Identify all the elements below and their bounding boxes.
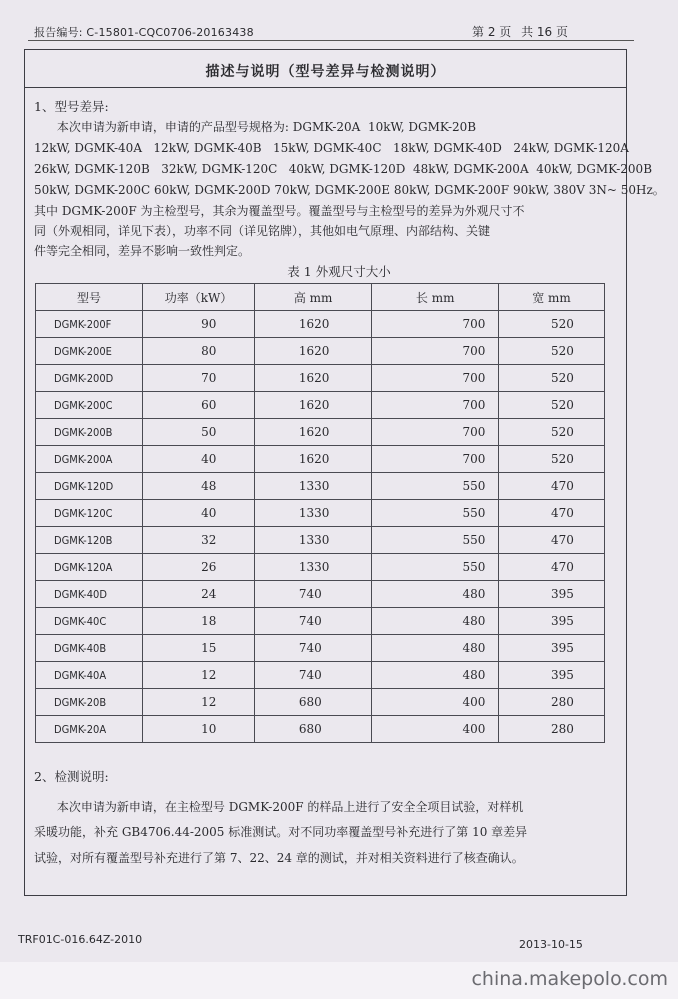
section-1-line: 件等完全相同，差异不影响一致性判定。 [34, 244, 251, 258]
section-1-line: 其中 DGMK-200F 为主检型号，其余为覆盖型号。覆盖型号与主检型号的差异为外观尺寸不 [34, 204, 525, 218]
cell-model: DGMK-200B [36, 419, 143, 446]
section-2-line: 本次申请为新申请，在主检型号 DGMK-200F 的样品上进行了安全全项目试验，对样机 [34, 800, 524, 814]
cell-power: 12 [143, 662, 255, 689]
cell-length: 700 [372, 446, 499, 473]
cell-power: 90 [143, 311, 255, 338]
cell-height: 1330 [254, 473, 372, 500]
cell-length: 700 [372, 392, 499, 419]
table-header-row [36, 284, 605, 311]
cell-power: 80 [143, 338, 255, 365]
cell-length: 700 [372, 419, 499, 446]
cell-power: 26 [143, 554, 255, 581]
table-row [36, 635, 605, 662]
cell-length: 550 [372, 500, 499, 527]
report-number: 报告编号: C-15801-CQC0706-20163438 [34, 26, 254, 39]
cell-width: 520 [499, 392, 605, 419]
cell-model: DGMK-40D [36, 581, 143, 608]
page-indicator [472, 23, 574, 40]
cell-width: 520 [499, 365, 605, 392]
cell-height: 1620 [254, 419, 372, 446]
cell-length: 400 [372, 716, 499, 743]
cell-model: DGMK-120D [36, 473, 143, 500]
section-2-line: 采暖功能，补充 GB4706.44-2005 标准测试。对不同功率覆盖型号补充进行了第 10 章差异 [34, 825, 528, 839]
cell-height: 740 [254, 662, 372, 689]
cell-length: 480 [372, 608, 499, 635]
cell-height: 1620 [254, 392, 372, 419]
cell-width: 520 [499, 311, 605, 338]
cell-width: 470 [499, 473, 605, 500]
cell-model: DGMK-200E [36, 338, 143, 365]
cell-model: DGMK-40C [36, 608, 143, 635]
table-row [36, 716, 605, 743]
cell-power: 15 [143, 635, 255, 662]
cell-width: 280 [499, 689, 605, 716]
cell-length: 480 [372, 581, 499, 608]
table-row [36, 554, 605, 581]
cell-height: 740 [254, 581, 372, 608]
cell-power: 12 [143, 689, 255, 716]
table-row [36, 527, 605, 554]
cell-height: 1330 [254, 527, 372, 554]
cell-width: 470 [499, 527, 605, 554]
table-row [36, 338, 605, 365]
cell-model: DGMK-200D [36, 365, 143, 392]
cell-length: 400 [372, 689, 499, 716]
cell-height: 1620 [254, 446, 372, 473]
cell-model: DGMK-20A [36, 716, 143, 743]
dimension-table [35, 283, 605, 743]
cell-model: DGMK-200C [36, 392, 143, 419]
cell-height: 740 [254, 635, 372, 662]
cell-length: 480 [372, 662, 499, 689]
cell-width: 520 [499, 338, 605, 365]
page-total: 共 16 页 [521, 25, 568, 39]
cell-power: 60 [143, 392, 255, 419]
cell-model: DGMK-120C [36, 500, 143, 527]
table-row [36, 689, 605, 716]
header-length: 长 mm [372, 284, 499, 311]
section-1-line: 50kW, DGMK-200C 60kW, DGMK-200D 70kW, DGMK-200E 80kW, DGMK-200F 90kW, 380V 3N~ 50Hz。 [34, 183, 665, 197]
cell-power: 24 [143, 581, 255, 608]
cell-model: DGMK-40B [36, 635, 143, 662]
watermark-text: china.makepolo.com [471, 968, 668, 990]
cell-length: 550 [372, 473, 499, 500]
table-row [36, 446, 605, 473]
cell-power: 70 [143, 365, 255, 392]
cell-power: 40 [143, 446, 255, 473]
cell-length: 700 [372, 365, 499, 392]
cell-power: 32 [143, 527, 255, 554]
cell-height: 680 [254, 716, 372, 743]
section-1-heading: 1、型号差异: [34, 99, 109, 114]
cell-model: DGMK-120B [36, 527, 143, 554]
cell-length: 550 [372, 554, 499, 581]
section-2-heading: 2、检测说明: [34, 769, 109, 784]
header-model: 型号 [36, 284, 143, 311]
header-width: 宽 mm [499, 284, 605, 311]
cell-width: 395 [499, 662, 605, 689]
cell-height: 1330 [254, 500, 372, 527]
table-row [36, 500, 605, 527]
table-body [36, 311, 605, 743]
cell-width: 470 [499, 500, 605, 527]
cell-height: 740 [254, 608, 372, 635]
form-number: TRF01C-016.64Z-2010 [18, 933, 143, 946]
section-1-line: 12kW, DGMK-40A 12kW, DGMK-40B 15kW, DGMK-40C 18kW, DGMK-40D 24kW, DGMK-120A [34, 141, 629, 155]
section-1-line: 同（外观相同，详见下表），功率不同（详见铭牌），其他如电气原理、内部结构、关键 [34, 224, 491, 238]
table-row [36, 365, 605, 392]
title-row [24, 49, 627, 88]
cell-model: DGMK-120A [36, 554, 143, 581]
watermark-bar [0, 962, 678, 999]
cell-width: 520 [499, 419, 605, 446]
cell-model: DGMK-20B [36, 689, 143, 716]
table-row [36, 392, 605, 419]
cell-width: 280 [499, 716, 605, 743]
section-1-line: 26kW, DGMK-120B 32kW, DGMK-120C 40kW, DGMK-120D 48kW, DGMK-200A 40kW, DGMK-200B [34, 162, 653, 176]
header-power: 功率（kW） [143, 284, 255, 311]
issue-date: 2013-10-15 [519, 938, 583, 951]
cell-width: 395 [499, 635, 605, 662]
cell-height: 1620 [254, 311, 372, 338]
cell-width: 470 [499, 554, 605, 581]
cell-power: 10 [143, 716, 255, 743]
page-number: 第 2 页 [472, 25, 512, 39]
cell-width: 395 [499, 581, 605, 608]
section-1-line: 本次申请为新申请，申请的产品型号规格为: DGMK-20A 10kW, DGMK-20B [34, 120, 477, 134]
cell-length: 700 [372, 338, 499, 365]
table-row [36, 311, 605, 338]
cell-length: 480 [372, 635, 499, 662]
table-row [36, 581, 605, 608]
cell-length: 550 [372, 527, 499, 554]
cell-power: 40 [143, 500, 255, 527]
table-row [36, 419, 605, 446]
cell-power: 18 [143, 608, 255, 635]
header-height: 高 mm [254, 284, 372, 311]
cell-power: 50 [143, 419, 255, 446]
cell-model: DGMK-200F [36, 311, 143, 338]
section-2-line: 试验，对所有覆盖型号补充进行了第 7、22、24 章的测试，并对相关资料进行了核查确认。 [34, 851, 524, 865]
table-caption: 表 1 外观尺寸大小 [287, 264, 391, 279]
table-row [36, 662, 605, 689]
header-rule [28, 40, 634, 41]
cell-model: DGMK-40A [36, 662, 143, 689]
table-row [36, 473, 605, 500]
table-row [36, 608, 605, 635]
cell-width: 395 [499, 608, 605, 635]
cell-height: 1330 [254, 554, 372, 581]
cell-power: 48 [143, 473, 255, 500]
cell-height: 1620 [254, 338, 372, 365]
cell-width: 520 [499, 446, 605, 473]
cell-height: 680 [254, 689, 372, 716]
cell-length: 700 [372, 311, 499, 338]
cell-height: 1620 [254, 365, 372, 392]
cell-model: DGMK-200A [36, 446, 143, 473]
page-title: 描述与说明（型号差异与检测说明） [205, 64, 446, 80]
